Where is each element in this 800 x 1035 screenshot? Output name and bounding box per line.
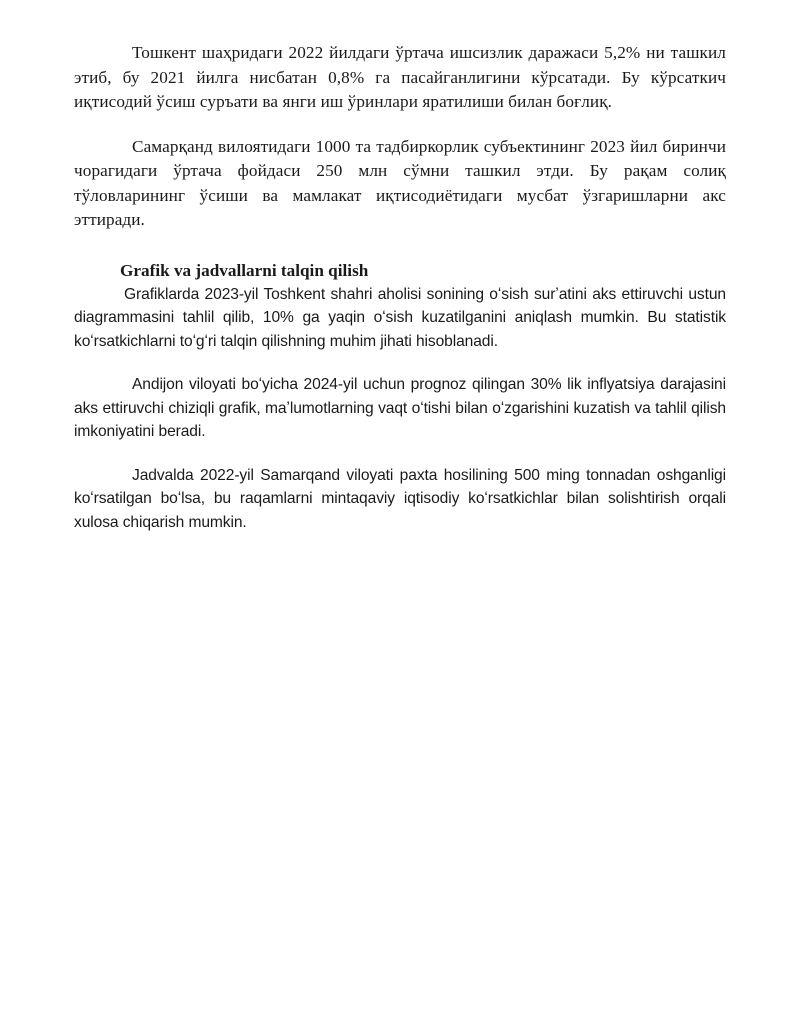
document-body [74, 41, 726, 534]
paragraph-tashkent-unemployment: Тошкент шаҳридаги 2022 йилдаги ўртача ишсизлик даражаси 5,2% ни ташкил этиб, бу 2021 йилга нисбатан 0,8% га пасайганлигини кўрсатади. Бу кўрсаткич иқтисодий ўсиш суръати ва янги иш ўринлари яратилиши билан боғлиқ. [74, 43, 726, 111]
paragraph-samarkand-business-profit: Самарқанд вилоятидаги 1000 та тадбиркорлик субъектининг 2023 йил биринчи чорагидаги ўртача фойдаси 250 млн сўмни ташкил этди. Бу рақам солиқ тўловларининг ўсиши ва мамлакат иқтисодиётидаги мусбат ўзгаришларни акс эттиради. [74, 136, 726, 229]
paragraph-andijan-inflation: Andijon viloyati boʻyicha 2024-yil uchun prognoz qilingan 30% lik inflyatsiya darajasini aks ettiruvchi chiziqli grafik, maʼlumotlarning vaqt oʻtishi bilan oʻzgarishini kuzatish va tahlil qilish imkoniyatini beradi. [74, 376, 726, 440]
section-heading: Grafik va jadvallarni talqin qilish [120, 260, 369, 280]
paragraph-tashkent-population-growth: Grafiklarda 2023-yil Toshkent shahri aholisi sonining oʻsish surʼatini aks ettiruvchi ustun diagrammasini tahlil qilib, 10% ga yaqin oʻsish kuzatilganini aniqlash mumkin. Bu statistik koʻrsatkichlarni toʻgʻri talqin qilishning muhim jihati hisoblanadi. [74, 285, 726, 350]
paragraph-samarkand-cotton-harvest: Jadvalda 2022-yil Samarqand viloyati paxta hosilining 500 ming tonnadan oshganligi koʻrsatilgan boʻlsa, bu raqamlarni mintaqaviy iqtisodiy koʻrsatkichlar bilan solishtirish orqali xulosa chiqarish mumkin. [74, 466, 726, 531]
